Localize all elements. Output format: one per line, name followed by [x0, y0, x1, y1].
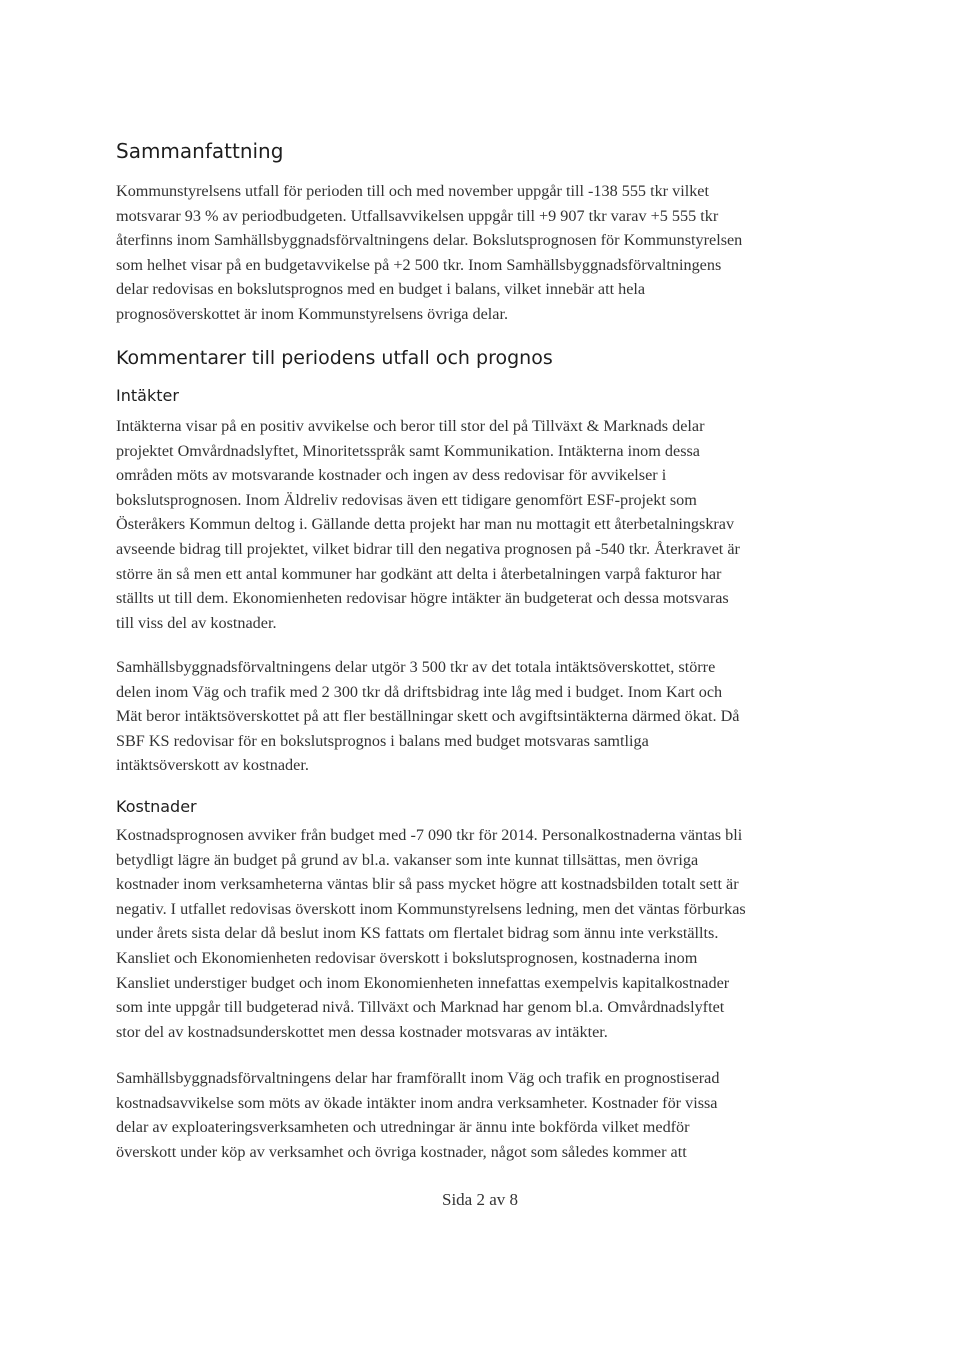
- page-number: Sida 2 av 8: [441, 1190, 519, 1209]
- text-line: negativ. I utfallet redovisas överskott inom Kommunstyrelsens ledning, men det väntas förburkas: [116, 899, 746, 918]
- text-line: Mät beror intäktsöverskottet på att fler beställningar skett och avgiftsintäkterna därmed ökat. Då: [116, 707, 740, 726]
- heading-intakter: Intäkter: [116, 386, 179, 405]
- text-line: Samhällsbyggnadsförvaltningens delar utgör 3 500 tkr av det totala intäktsöverskottet, större: [116, 658, 716, 676]
- heading-kommentarer: Kommentarer till periodens utfall och prognos: [116, 347, 553, 369]
- text-line: betydligt lägre än budget på grund av bl.a. vakanser som inte kunnat tillsättas, men övriga: [116, 850, 699, 869]
- text-line: intäktsöverskott av kostnader.: [116, 756, 309, 775]
- text-line: områden möts av motsvarande kostnader och ingen av dess redovisar för avvikelser i: [116, 466, 667, 485]
- costs-paragraph-2: [116, 1066, 852, 1164]
- text-line: prognosöverskottet är inom Kommunstyrelsens övriga delar.: [116, 304, 509, 323]
- text-line: till viss del av kostnader.: [116, 613, 277, 632]
- text-line: kostnader inom verksamheterna väntas blir så pass mycket högre att kostnadsbilden totalt sett är: [116, 875, 739, 894]
- text-line: ställts ut till dem. Ekonomienheten redovisar högre intäkter än budgeterat och dessa motsvaras: [116, 589, 729, 608]
- text-line: avseende bidrag till projektet, vilket bidrar till den negativa prognosen på -540 tkr. Återkravet är: [116, 539, 740, 558]
- text-line: projektet Omvårdnadslyftet, Minoritetsspråk samt Kommunikation. Intäkterna inom dessa: [116, 441, 700, 460]
- income-paragraph-1: [116, 414, 852, 635]
- text-line: större än så men ett antal kommuner har godkänt att delta i återbetalningen varpå fakturor har: [116, 564, 722, 583]
- text-line: delar av exploateringsverksamheten och utredningar är ännu inte bokförda vilket medför: [116, 1118, 690, 1137]
- text-line: under årets sista delar då beslut inom KS fattats om flertalet bidrag som ännu inte verkställts.: [116, 924, 719, 943]
- text-line: Kostnadsprognosen avviker från budget med -7 090 tkr för 2014. Personalkostnaderna väntas bli: [116, 826, 743, 844]
- text-line: Intäkterna visar på en positiv avvikelse och beror till stor del på Tillväxt & Marknads delar: [116, 417, 705, 435]
- text-line: Kansliet understiger budget och inom Ekonomienheten innefattas exempelvis kapitalkostnader: [116, 973, 730, 992]
- text-line: stor del av kostnadsunderskottet men dessa kostnader motsvaras av intäkter.: [116, 1022, 608, 1041]
- text-line: delen inom Väg och trafik med 2 300 tkr då driftsbidrag inte låg med i budget. Inom Kart och: [116, 682, 723, 701]
- heading-kostnader: Kostnader: [116, 797, 197, 816]
- text-line: Österåkers Kommun deltog i. Gällande detta projekt har man nu mottagit ett återbetalningskrav: [116, 515, 735, 534]
- text-line: återfinns inom Samhällsbyggnadsförvaltningens delar. Bokslutsprognosen för Kommunstyrelsen: [116, 231, 743, 250]
- text-line: kostnadsavvikelse som möts av ökade intäkter inom andra verksamheter. Kostnader för vissa: [116, 1093, 718, 1112]
- text-line: motsvarar 93 % av periodbudgeten. Utfallsavvikelsen uppgår till +9 907 tkr varav +5 555 tkr: [116, 206, 719, 225]
- text-line: Samhällsbyggnadsförvaltningens delar har framförallt inom Väg och trafik en prognostiserad: [116, 1069, 720, 1087]
- text-line: som inte uppgår till budgeterad nivå. Tillväxt och Marknad har genom bl.a. Omvårdnadslyftet: [116, 998, 725, 1017]
- text-line: Kommunstyrelsens utfall för perioden till och med november uppgår till -138 555 tkr vilket: [116, 182, 709, 200]
- text-line: Kansliet och Ekonomienheten redovisar överskott i bokslutsprognosen, kostnaderna inom: [116, 948, 698, 967]
- text-line: delar redovisas en bokslutsprognos med en budget i balans, vilket innebär att hela: [116, 280, 646, 299]
- text-line: bokslutsprognosen. Inom Äldreliv redovisas även ett tidigare genomfört ESF-projekt som: [116, 490, 697, 509]
- costs-paragraph-1: [116, 823, 852, 1044]
- income-paragraph-2: [116, 655, 852, 778]
- text-line: som helhet visar på en budgetavvikelse på +2 500 tkr. Inom Samhällsbyggnadsförvaltningens: [116, 255, 722, 274]
- summary-paragraph: [116, 179, 852, 327]
- text-line: SBF KS redovisar för en bokslutsprognos i balans med budget motsvaras samtliga: [116, 731, 649, 750]
- text-line: överskott under köp av verksamhet och övriga kostnader, något som således kommer att: [116, 1142, 687, 1161]
- heading-sammanfattning: Sammanfattning: [116, 139, 284, 163]
